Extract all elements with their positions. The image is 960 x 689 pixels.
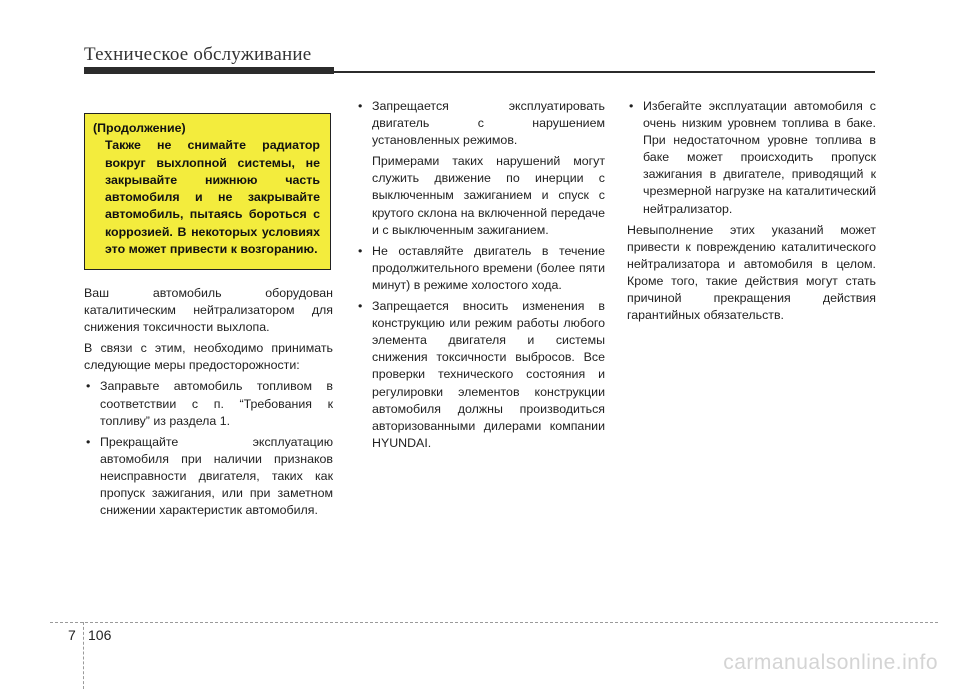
bullet-marker: • [86,434,91,449]
page-number: 106 [88,627,112,643]
list-item [356,243,605,294]
intro-paragraph: Ваш автомобиль оборудован каталитическим нейтрализатором для снижения токсичности выхлопа. [84,286,333,335]
bullet-marker: • [358,99,363,113]
text-column-2 [356,98,605,456]
list-item-text: Прекращайте эксплуатацию автомобиля при наличии признаков неисправности двигателя, таких как пропуск зажигания, или при заметном снижении характеристик автомобиля. [100,434,333,518]
list-item-note: Примерами таких нарушений могут служить движение по инерции с выключенным зажиганием и спуск с крутого склона на включенной передаче и с выключенным зажиганием. [372,154,605,237]
list-item-text: Заправьте автомобиль топливом в соответствии с п. “Требования к топливу” из раздела 1. [100,379,333,428]
bullet-marker: • [86,379,91,394]
footer-rule [50,622,938,623]
notice-heading: (Продолжение) [93,121,186,135]
chapter-number: 7 [68,627,76,643]
precautions-list-continued [356,98,605,452]
bullet-marker: • [358,299,363,314]
bullet-marker: • [629,99,634,113]
text-column-3 [627,98,876,328]
list-item-text: Не оставляйте двигатель в течение продолжительного времени (более пяти минут) в режиме холостого хода. [372,243,605,292]
caution-notice-box [84,113,331,270]
warning-paragraph: Невыполнение этих указаний может привести к повреждению каталитического нейтрализатора и автомобиля в целом. Кроме того, такие действия могут стать причиной прекращения действия гарантийных обязательств. [627,222,876,323]
list-item-text: Запрещается эксплуатировать двигатель с нарушением установленных режимов. [372,99,605,148]
list-item [84,378,333,429]
notice-body: Также не снимайте радиатор вокруг выхлопной системы, не закрывайте нижнюю часть автомобиля и не закрывайте автомобиль, пытаясь бороться с коррозией. В некоторых условиях это может привести к возгоранию. [105,138,320,257]
footer-divider [83,622,84,689]
header-rule-thick [84,67,334,74]
watermark-text: carmanualsonline.info [723,651,938,674]
list-item-text: Избегайте эксплуатации автомобиля с очень низким уровнем топлива в баке. При недостаточном уровне топлива в баке может происходить пропуск зажигания в двигателе, приводящий к чрезмерной нагрузке на каталитический нейтрализатор. [643,99,876,216]
header-rule-thin [334,71,875,73]
bullet-marker: • [358,243,363,258]
precautions-paragraph: В связи с этим, необходимо принимать следующие меры предосторожности: [84,341,333,373]
list-item-text: Запрещается вносить изменения в конструкцию или режим работы любого элемента двигателя и системы снижения токсичности выбросов. Все проверки технического состояния и регулировки элементов конструкции автомобиля должны производиться авторизованными дилерами компании HYUNDAI. [372,299,605,450]
list-item [356,298,605,452]
page-title: Техническое обслуживание [84,44,312,65]
precautions-list [84,378,333,519]
text-column-1 [84,285,333,523]
list-item [84,434,333,519]
precautions-list-final [627,98,876,218]
list-item [627,98,876,218]
list-item [356,98,605,239]
